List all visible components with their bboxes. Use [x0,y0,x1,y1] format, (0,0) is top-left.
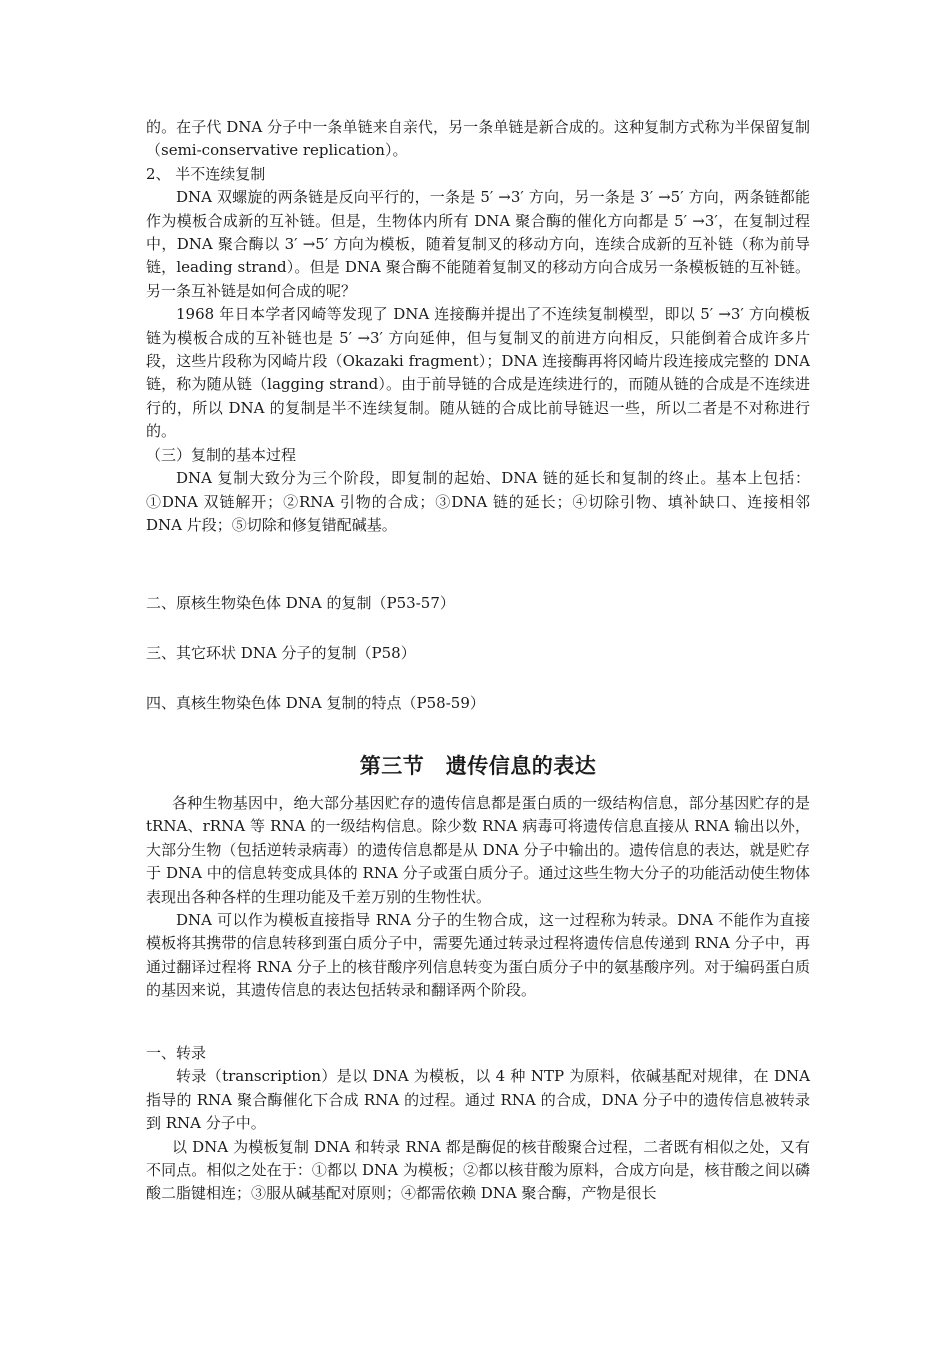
paragraph-transcription-definition: 转录（transcription）是以 DNA 为模板，以 4 种 NTP 为原料，依碱基配对规律，在 DNA 指导的 RNA 聚合酶催化下合成 RNA 的过程。通过 RNA 的合成，DNA 分子中的遗传信息被转录到 RNA 分子中。 [146,1067,810,1133]
heading-prokaryotic [146,592,810,615]
heading-eukaryotic [146,692,810,715]
paragraph-replication-vs-transcription: 以 DNA 为模板复制 DNA 和转录 RNA 都是酶促的核苷酸聚合过程，二者既有相似之处，又有不同点。相似之处在于：①都以 DNA 为模板；②都以核苷酸为原料，合成方向是，核苷酸之间以磷酸二脂键相连；③服从碱基配对原则；④都需依赖 DNA 聚合酶，产物是很长 [146,1137,810,1203]
paragraph-gene-information: 各种生物基因中，绝大部分基因贮存的遗传信息都是蛋白质的一级结构信息，部分基因贮存的是 tRNA、rRNA 等 RNA 的一级结构信息。除少数 RNA 病毒可将遗传信息直接从 RNA 输出以外，大部分生物（包括逆转录病毒）的遗传信息都是从 DNA 分子中输出的。遗传信息的表达，就是贮存于 DNA 中的信息转变成具体的 RNA 分子或蛋白质分子。通过这些生物大分子的功能活动使生物体表现出各种各样的生理功能及千差万别的生物性状。 [146,794,810,906]
subheading-transcription: 一、转录 [146,1044,207,1062]
paragraph-semiconservative: 的。在子代 DNA 分子中一条单链来自亲代，另一条单链是新合成的。这种复制方式称为半保留复制（semi-conservative replication）。 [146,118,810,160]
expression-text-block [146,792,810,1003]
paragraph-replication-stages: DNA 复制大致分为三个阶段，即复制的起始、DNA 链的延长和复制的终止。基本上包括：①DNA 双链解开；②RNA 引物的合成；③DNA 链的延长；④切除引物、填补缺口、连接相邻 DNA 片段；⑤切除和修复错配碱基。 [146,469,810,534]
heading-circular [146,642,810,665]
section-title: 第三节 遗传信息的表达 [359,754,597,778]
paragraph-okazaki: 1968 年日本学者冈崎等发现了 DNA 连接酶并提出了不连续复制模型，即以 5′ →3′ 方向模板链为模板合成的互补链也是 5′ →3′ 方向延伸，但与复制叉的前进方向相反，只能倒着合成许多片段，这些片段称为冈崎片段（Okazaki fragment）；DNA 连接酶再将冈崎片段连接成完整的 DNA 链，称为随从链（lagging strand）。由于前导链的合成是连续进行的，而随从链的合成是不连续进行的，所以 DNA 的复制是半不连续复制。随从链的合成比前导链迟一些，所以二者是不对称进行的。 [146,305,810,441]
replication-text-block [146,116,810,537]
subheading-semidiscontinuous: 2、 半不连续复制 [146,164,266,183]
heading-circular-text: 三、其它环状 DNA 分子的复制（P58） [146,644,416,662]
paragraph-leading-strand: DNA 双螺旋的两条链是反向平行的，一条是 5′ →3′ 方向，另一条是 3′ →5′ 方向，两条链都能作为模板合成新的互补链。但是，生物体内所有 DNA 聚合酶的催化方向都是 5′ →3′，在复制过程中，DNA 聚合酶以 3′ →5′ 方向为模板，随着复制叉的移动方向，连续合成新的互补链（称为前导链，leading strand）。但是 DNA 聚合酶不能随着复制叉的移动方向合成另一条模板链的互补链。另一条互补链是如何合成的呢？ [146,188,810,300]
heading-prokaryotic-text: 二、原核生物染色体 DNA 的复制（P53-57） [146,594,455,612]
transcription-text-block [146,1042,810,1206]
subheading-basic-process: （三）复制的基本过程 [146,445,297,464]
heading-eukaryotic-text: 四、真核生物染色体 DNA 复制的特点（P58-59） [146,694,485,712]
paragraph-transcription-translation: DNA 可以作为模板直接指导 RNA 分子的生物合成，这一过程称为转录。DNA 不能作为直接模板将其携带的信息转移到蛋白质分子中，需要先通过转录过程将遗传信息传递到 RNA 分子中，再通过翻译过程将 RNA 分子上的核苷酸序列信息转变为蛋白质分子中的氨基酸序列。对于编码蛋白质的基因来说，其遗传信息的表达包括转录和翻译两个阶段。 [146,911,810,1000]
